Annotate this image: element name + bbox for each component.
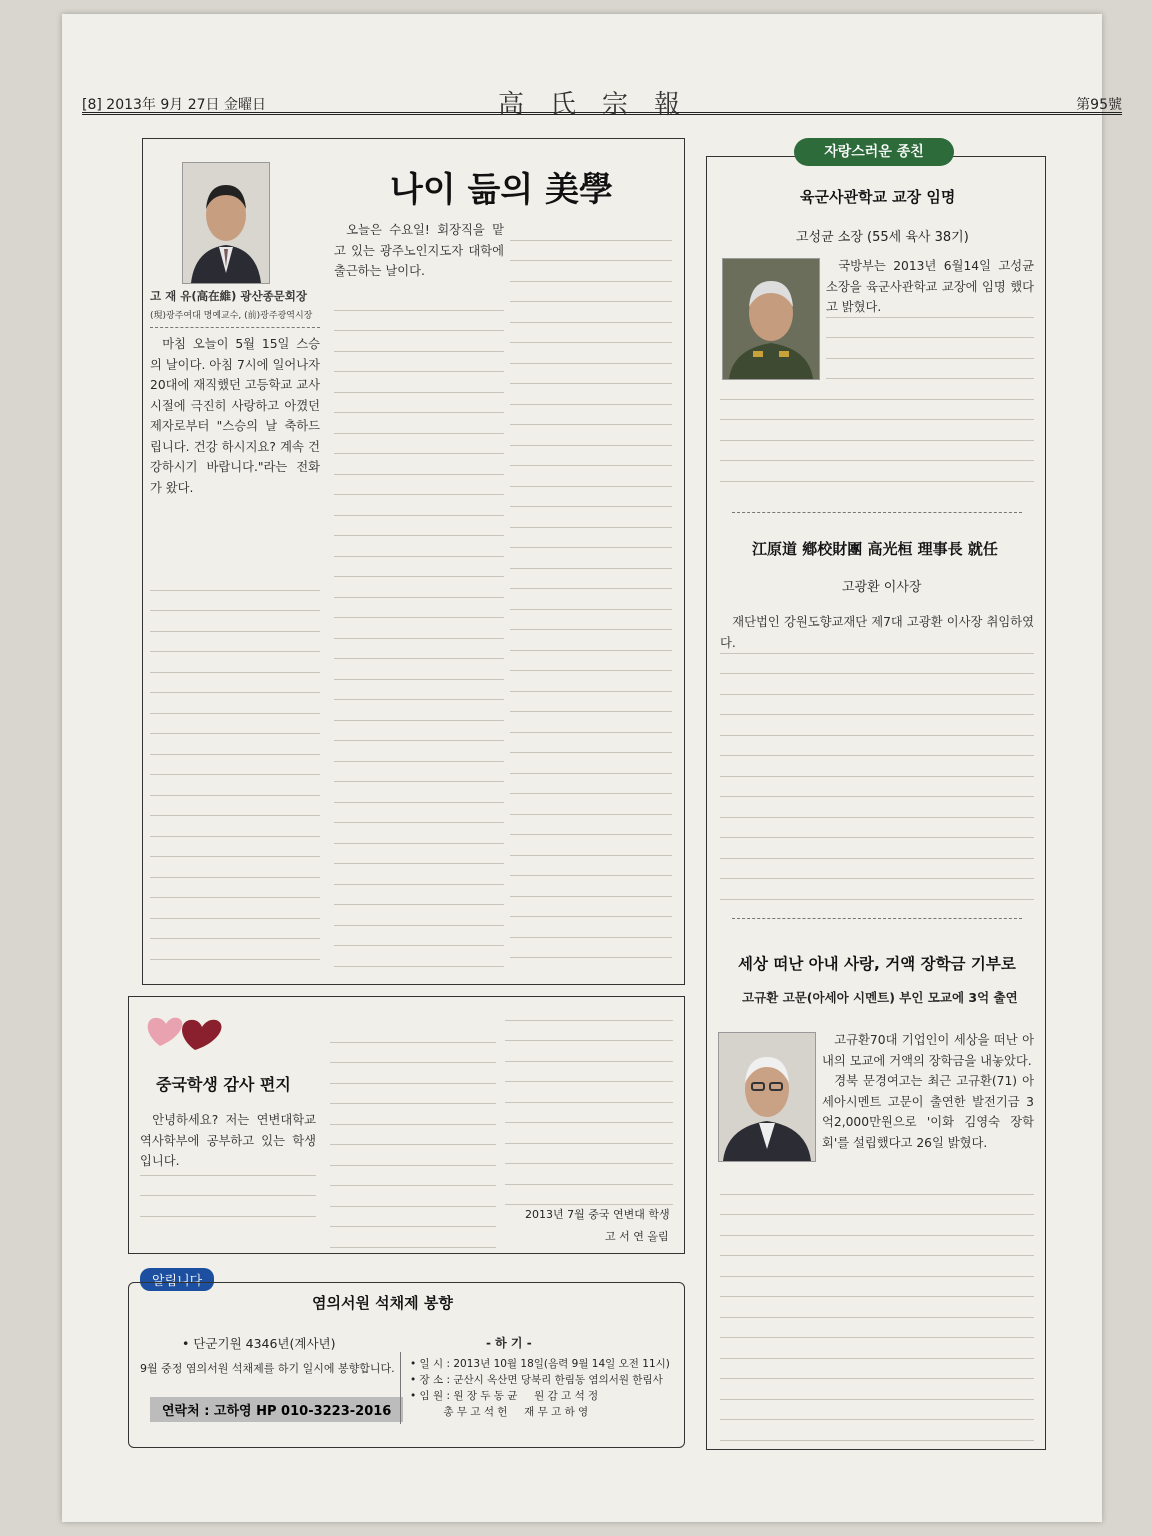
letter-paragraph: 안녕하세요? 저는 연변대학교 역사학부에 공부하고 있는 학생입니다. [140,1113,316,1168]
notice-detail-1: • 일 시 : 2013년 10월 18일(음력 9월 14일 오전 11시) [410,1358,670,1370]
item1-photo [722,258,820,380]
letter-text-col2 [330,1022,496,1248]
author-divider [150,327,320,328]
proud-banner: 자랑스러운 종친 [794,138,954,166]
column-title: 나이 듦의 美學 [390,170,614,210]
notice-haki: - 하 기 - [486,1336,532,1350]
item1-title: 육군사관학교 교장 임명 [800,188,956,206]
letter-title: 중국학생 감사 편지 [156,1075,291,1094]
column-paragraph: 오늘은 수요일! 회장직을 맡고 있는 광주노인지도자 대학에 출근하는 날이다. [334,223,504,278]
letter-signoff-date: 2013년 7월 중국 연변대 학생 [525,1208,670,1221]
item3-body-top [822,1030,1034,1153]
author-photo [182,162,270,284]
column-body-col1 [150,334,320,498]
paper-title: 高氏宗報 [497,90,706,120]
letter-text-col3 [505,1000,673,1205]
notice-detail-4: 총 무 고 석 헌 재 무 고 하 영 [410,1406,589,1418]
item3-text-cont [720,1174,1034,1441]
section-divider [732,918,1022,919]
letter-signoff-name: 고 서 연 올림 [605,1230,669,1243]
item3-paragraph: 고규환70대 기업인이 세상을 떠난 아내의 모교에 거액의 장학금을 내놓았다. [822,1033,1034,1068]
item3-title: 세상 떠난 아내 사랑, 거액 장학금 기부로 [738,955,1016,973]
letter-text-col1-cont [140,1155,316,1217]
notice-description: 9월 중정 염의서원 석채제를 하기 일시에 봉향합니다. [140,1362,395,1375]
column-text-col3 [510,220,672,958]
notice-detail-3: • 임 원 : 원 장 두 동 균 원 감 고 석 정 [410,1390,599,1402]
issue-number: 第95號 [1076,97,1122,113]
column-text-col2-cont [334,290,504,967]
column-paragraph: 마침 오늘이 5월 15일 스승의 날이다. 아침 7시에 일어나자 20대에 재직했던 고등학교 교사 시절에 극진히 사랑하고 아꼈던 제자로부터 "스승의 날 축하드립니다. 건강 하시지요? 계속 건강하시기 바랍니다."라는 전화가 왔다. [150,337,320,495]
item1-text-full [720,379,1034,482]
item1-text-cont [826,297,1034,379]
masthead [82,78,1122,120]
heart-icon [140,1006,230,1054]
notice-contact: 연락처 : 고하영 HP 010-3223-2016 [150,1397,403,1422]
item3-subtitle: 고규환 고문(아세아 시멘트) 부인 모교에 3억 출연 [742,990,1018,1005]
item1-subtitle: 고성균 소장 (55세 육사 38기) [796,230,969,245]
author-roles: (現)광주여대 명예교수, (前)광주광역시장 [150,311,313,321]
notice-title: 염의서원 석채제 봉향 [312,1294,453,1312]
item2-title: 江原道 鄕校財團 高光桓 理事長 就任 [752,540,998,558]
issue-date: [8] 2013年 9月 27日 金曜日 [82,97,266,113]
portrait-image [719,1033,815,1161]
notice-detail-2: • 장 소 : 군산시 옥산면 당북리 한림동 염의서원 한림사 [410,1374,663,1386]
item2-subtitle: 고광환 이사장 [842,580,922,595]
item3-paragraph: 경북 문경여고는 최근 고규환(71) 아세아시멘트 고문이 출연한 발전기금 3억2,000만원으로 '이화 김영숙 장학회'를 설립했다고 26일 밝혔다. [822,1074,1034,1150]
column-text-col1-cont [150,570,320,960]
item3-photo [718,1032,816,1162]
author-name: 고 재 유(高在維) 광산종문회장 [150,289,308,303]
portrait-image [183,163,269,283]
item2-paragraph: 재단법인 강원도향교재단 제7대 고광환 이사장 취임하였다. [720,615,1034,650]
column-body-col2 [334,220,504,282]
item2-text-cont [720,633,1034,900]
item1-paragraph: 국방부는 2013년 6월14일 고성균 소장을 육군사관학교 교장에 임명 했다고 밝혔다. [826,259,1034,314]
portrait-image [723,259,819,379]
section-divider [732,512,1022,513]
notice-label: 알립니다 [140,1268,214,1291]
notice-era: • 단군기원 4346년(계사년) [182,1336,336,1351]
